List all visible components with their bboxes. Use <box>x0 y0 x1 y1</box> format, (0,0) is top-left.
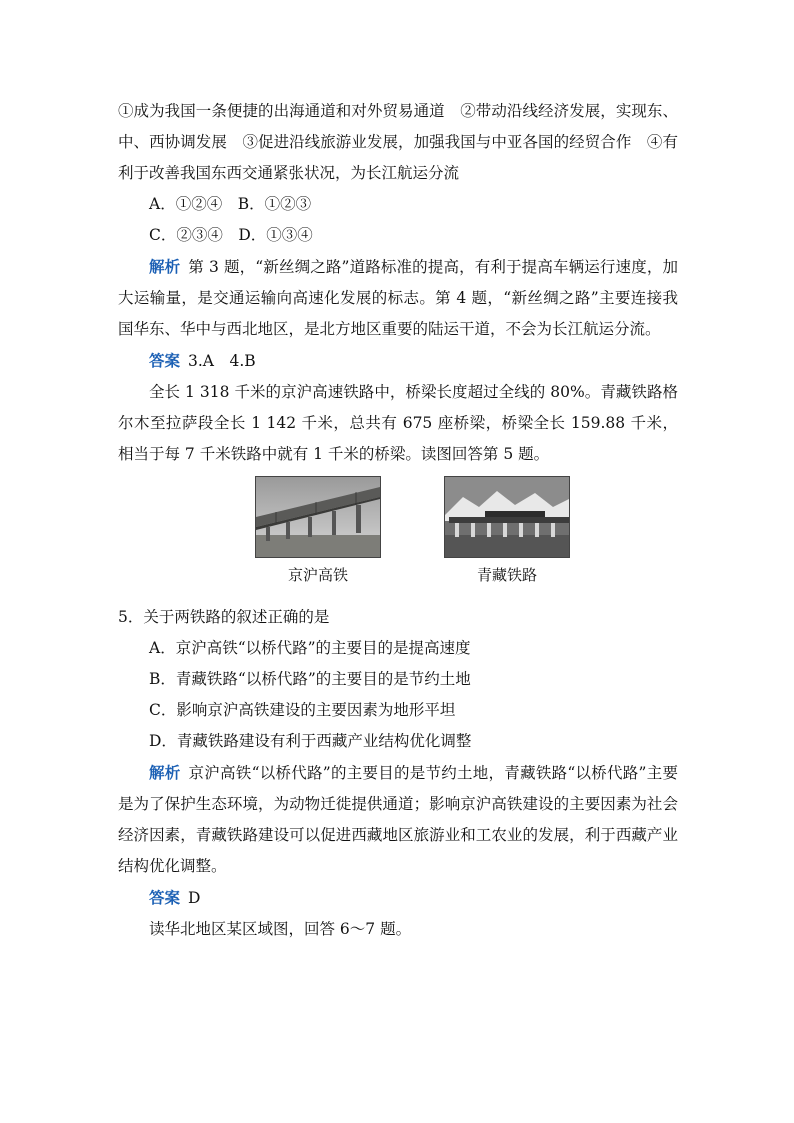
answer-block-1 <box>118 345 678 377</box>
answer-block-2 <box>118 882 678 914</box>
question-5-option-c: C．影响京沪高铁建设的主要因素为地形平坦 <box>149 701 456 719</box>
analysis-block-1 <box>118 251 678 345</box>
answer-text-2: D <box>188 889 201 907</box>
figure-row <box>118 476 678 600</box>
question-4-options-text: ①成为我国一条便捷的出海通道和对外贸易通道 ②带动沿线经济发展，实现东、中、西协调发展 ③促进沿线旅游业发展，加强我国与中亚各国的经贸合作 ④有利于改善我国东西交通紧张状况，为长江航运分流 <box>118 102 678 182</box>
question-5-option-b: B．青藏铁路“以桥代路”的主要目的是节约土地 <box>149 670 471 688</box>
analysis-text-2: 京沪高铁“以桥代路”的主要目的是节约土地，青藏铁路“以桥代路”主要是为了保护生态环境，为动物迁徙提供通道；影响京沪高铁建设的主要因素为社会经济因素，青藏铁路建设可以促进西藏地区旅游业和工农业的发展，利于西藏产业结构优化调整。 <box>118 764 678 875</box>
question-4-choices-cd: C．②③④ D．①③④ <box>149 226 313 244</box>
figure-left-caption: 京沪高铁 <box>287 566 348 584</box>
answer-label: 答案 <box>149 351 181 370</box>
answer-label-2: 答案 <box>149 888 181 907</box>
question-5-option-a: A．京沪高铁“以桥代路”的主要目的是提高速度 <box>149 639 471 657</box>
question-4-choices-ab: A．①②④ B．①②③ <box>149 195 312 213</box>
analysis-text: 第 3 题，“新丝绸之路”道路标准的提高，有利于提高车辆运行速度，加大运输量，是交通运输向高速化发展的标志。第 4 题，“新丝绸之路”主要连接我国华东、华中与西北地区，是北方地区重要的陆运干道，不会为长江航运分流。 <box>118 258 678 338</box>
qingzang-bridge-photo <box>444 476 570 558</box>
analysis-label-2: 解析 <box>149 763 181 782</box>
question-6-7-intro: 读华北地区某区域图，回答 6～7 题。 <box>149 920 412 938</box>
figure-qingzang <box>444 476 570 588</box>
document-body <box>118 96 678 945</box>
answer-text: 3.A 4.B <box>188 352 256 370</box>
question-5-option-d: D．青藏铁路建设有利于西藏产业结构优化调整 <box>149 732 472 750</box>
figure-right-caption: 青藏铁路 <box>476 566 537 584</box>
jinghu-bridge-photo <box>255 476 381 558</box>
analysis-block-2 <box>118 757 678 882</box>
question-5-stem: 5．关于两铁路的叙述正确的是 <box>118 608 330 626</box>
analysis-label: 解析 <box>149 257 181 276</box>
question-5-intro: 全长 1 318 千米的京沪高速铁路中，桥梁长度超过全线的 80%。青藏铁路格尔木至拉萨段全长 1 142 千米，总共有 675 座桥梁，桥梁全长 159.88 千米，相当于每 7 千米铁路中就有 1 千米的桥梁。读图回答第 5 题。 <box>118 383 678 463</box>
figure-jinghu <box>255 476 381 588</box>
